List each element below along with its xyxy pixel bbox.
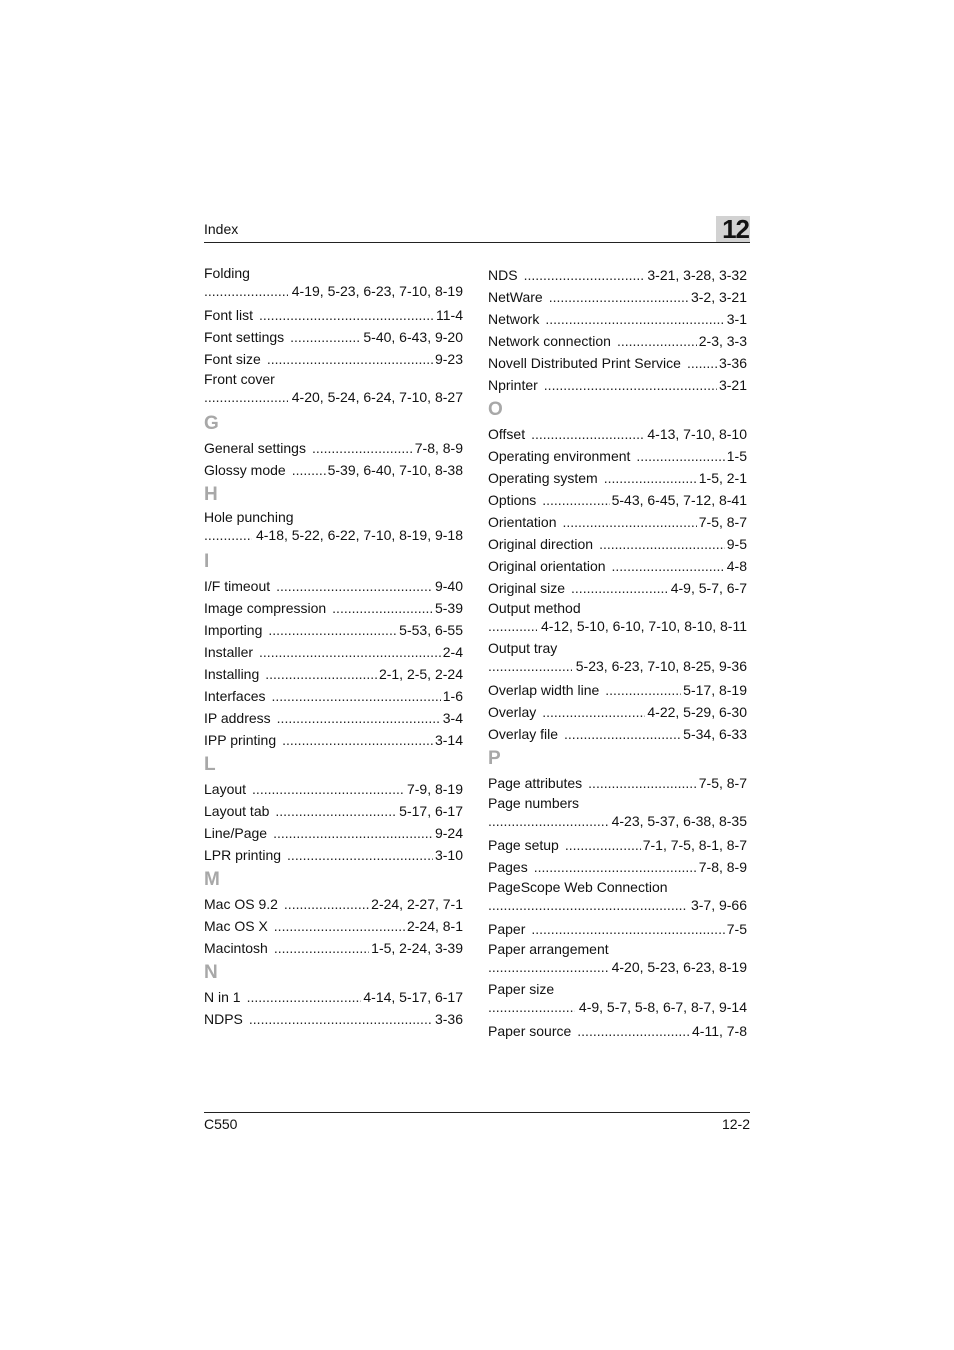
index-term: Installer: [204, 644, 254, 660]
index-term: Image compression: [204, 600, 327, 616]
page-refs: 3-10: [434, 847, 463, 863]
index-term: Overlap width line: [488, 682, 600, 698]
dot-leader: [247, 986, 362, 1008]
dot-leader: [605, 679, 681, 701]
page-refs: 7-1, 7-5, 8-1, 8-7: [642, 837, 747, 853]
dot-leader: [332, 597, 433, 619]
dot-leader: [542, 701, 645, 723]
dot-leader: [312, 437, 413, 459]
dot-leader: [271, 685, 440, 707]
page-refs: 4-13, 7-10, 8-10: [647, 426, 747, 442]
index-term: PageScope Web Connection: [488, 879, 668, 895]
index-entry: [204, 729, 463, 751]
index-entry: [204, 326, 463, 348]
page-refs: 7-5, 8-7: [698, 775, 747, 791]
index-entry: [488, 489, 747, 511]
page-refs: 9-5: [726, 536, 747, 552]
index-term: Paper arrangement: [488, 941, 609, 957]
index-entry: [204, 370, 463, 410]
dot-leader: [577, 1020, 690, 1042]
section-letter-o: O: [488, 399, 503, 420]
index-term: Overlay file: [488, 726, 559, 742]
header-title: Index: [204, 221, 239, 237]
page-refs: 1-5, 2-1: [698, 470, 747, 486]
dot-leader: [687, 352, 717, 374]
dot-leader: [544, 374, 717, 396]
index-term: Mac OS 9.2: [204, 896, 278, 912]
section-letter-g: G: [204, 413, 219, 434]
index-term: Offset: [488, 426, 526, 442]
index-entry: [204, 304, 463, 326]
page-refs: 5-34, 6-33: [683, 726, 747, 742]
dot-leader: [204, 388, 288, 410]
dot-leader: [259, 641, 441, 663]
index-term: Novell Distributed Print Service: [488, 355, 681, 371]
index-entry: [488, 330, 747, 352]
index-entry: [488, 856, 747, 878]
index-term: Original size: [488, 580, 566, 596]
index-term: Orientation: [488, 514, 557, 530]
index-term: Operating system: [488, 470, 598, 486]
index-term: I/F timeout: [204, 578, 271, 594]
page-refs: 5-39: [434, 600, 463, 616]
index-term: Installing: [204, 666, 260, 682]
index-term: Line/Page: [204, 825, 268, 841]
dot-leader: [534, 856, 697, 878]
page-refs: 5-17, 8-19: [683, 682, 747, 698]
chapter-tab: [716, 216, 750, 242]
index-term: Output tray: [488, 640, 558, 656]
index-term: Output method: [488, 600, 581, 616]
index-entry: [488, 577, 747, 599]
index-term: IPP printing: [204, 732, 277, 748]
index-term: Importing: [204, 622, 263, 638]
page-refs: 3-36: [434, 1011, 463, 1027]
page-refs: 4-14, 5-17, 6-17: [363, 989, 463, 1005]
dot-leader: [545, 308, 724, 330]
index-entry: [488, 423, 747, 445]
page-refs: 2-24, 2-27, 7-1: [371, 896, 463, 912]
dot-leader: [617, 330, 697, 352]
index-entry: [204, 844, 463, 866]
page-refs: 3-4: [442, 710, 463, 726]
page-refs: 2-24, 8-1: [406, 918, 463, 934]
index-entry: [204, 778, 463, 800]
index-entry: [488, 264, 747, 286]
page-refs: 7-8, 8-9: [698, 859, 747, 875]
page-refs: 1-6: [442, 688, 463, 704]
index-entry: [488, 834, 747, 856]
index-term: Macintosh: [204, 940, 268, 956]
dot-leader: [276, 575, 433, 597]
section-letter-i: I: [204, 551, 210, 572]
index-entry: [204, 264, 463, 304]
page-refs: 4-18, 5-22, 6-22, 7-10, 8-19, 9-18: [255, 527, 463, 543]
index-entry: [488, 374, 747, 396]
dot-leader: [531, 423, 645, 445]
dot-leader: [277, 707, 441, 729]
index-entry: [204, 459, 463, 481]
section-letter-m: M: [204, 869, 220, 890]
page-refs: 2-3, 3-3: [698, 333, 747, 349]
page-refs: 4-9, 5-7, 5-8, 6-7, 8-7, 9-14: [578, 999, 747, 1015]
section-letter-l: L: [204, 754, 216, 775]
index-term: NetWare: [488, 289, 543, 305]
index-term: Nprinter: [488, 377, 538, 393]
footer-page-number: 12-2: [721, 1116, 750, 1132]
dot-leader: [604, 467, 697, 489]
dot-leader: [562, 511, 696, 533]
dot-leader: [599, 533, 725, 555]
index-entry: [488, 555, 747, 577]
index-term: LPR printing: [204, 847, 282, 863]
dot-leader: [488, 958, 608, 980]
index-entry: [488, 772, 747, 794]
index-entry: [204, 822, 463, 844]
index-entry: [488, 1020, 747, 1042]
index-entry: [488, 599, 747, 639]
page-refs: 5-23, 6-23, 7-10, 8-25, 9-36: [575, 658, 747, 674]
index-term: Folding: [204, 265, 250, 281]
index-term: NDPS: [204, 1011, 243, 1027]
index-term: Overlay: [488, 704, 537, 720]
page-refs: 5-40, 6-43, 9-20: [363, 329, 463, 345]
dot-leader: [274, 937, 369, 959]
index-term: Page numbers: [488, 795, 580, 811]
index-term: Font size: [204, 351, 261, 367]
page-refs: 4-20, 5-23, 6-23, 8-19: [611, 959, 747, 975]
dot-leader: [287, 844, 433, 866]
index-entry: [204, 663, 463, 685]
index-entry: [488, 980, 747, 1020]
index-entry: [488, 701, 747, 723]
page-refs: 3-14: [434, 732, 463, 748]
chapter-number: 12: [722, 214, 749, 244]
index-entry: [488, 445, 747, 467]
section-letter-h: H: [204, 484, 218, 505]
index-entry: [204, 800, 463, 822]
index-entry: [204, 1008, 463, 1030]
page-refs: 3-36: [718, 355, 747, 371]
dot-leader: [542, 489, 609, 511]
dot-leader: [273, 822, 433, 844]
dot-leader: [282, 729, 433, 751]
index-term: Layout: [204, 781, 247, 797]
page-refs: 4-9, 5-7, 6-7: [670, 580, 747, 596]
index-entry: [204, 348, 463, 370]
index-term: Font list: [204, 307, 254, 323]
index-term: Original orientation: [488, 558, 606, 574]
index-term: Glossy mode: [204, 462, 286, 478]
index-term: Mac OS X: [204, 918, 268, 934]
dot-leader: [275, 800, 397, 822]
index-entry: [488, 286, 747, 308]
index-term: Original direction: [488, 536, 594, 552]
index-term: Page attributes: [488, 775, 583, 791]
index-entry: [204, 893, 463, 915]
index-entry: [488, 878, 747, 918]
index-entry: [204, 508, 463, 548]
index-term: Network connection: [488, 333, 611, 349]
page-refs: 3-7, 9-66: [690, 897, 747, 913]
page-refs: 3-2, 3-21: [690, 289, 747, 305]
section-letter-n: N: [204, 962, 218, 983]
dot-leader: [524, 264, 646, 286]
index-entry: [488, 511, 747, 533]
index-entry: [488, 794, 747, 834]
index-entry: [488, 723, 747, 745]
dot-leader: [636, 445, 724, 467]
page-refs: 1-5, 2-24, 3-39: [371, 940, 463, 956]
page-refs: 3-21: [718, 377, 747, 393]
index-term: Paper size: [488, 981, 555, 997]
dot-leader: [565, 834, 641, 856]
index-term: N in 1: [204, 989, 241, 1005]
index-term: Options: [488, 492, 537, 508]
page-refs: 1-5: [726, 448, 747, 464]
page-refs: 3-1: [726, 311, 747, 327]
index-term: Network: [488, 311, 540, 327]
dot-leader: [549, 286, 689, 308]
dot-leader: [274, 915, 405, 937]
page-refs: 7-5, 8-7: [698, 514, 747, 530]
page-refs: 4-19, 5-23, 6-23, 7-10, 8-19: [291, 283, 463, 299]
dot-leader: [564, 723, 681, 745]
index-entry: [488, 918, 747, 940]
dot-leader: [571, 577, 669, 599]
index-term: Layout tab: [204, 803, 270, 819]
page-refs: 9-40: [434, 578, 463, 594]
page-refs: 4-23, 5-37, 6-38, 8-35: [611, 813, 747, 829]
index-term: Operating environment: [488, 448, 631, 464]
index-entry: [204, 437, 463, 459]
page-refs: 4-11, 7-8: [692, 1023, 747, 1039]
index-entry: [488, 308, 747, 330]
footer-model: C550: [204, 1116, 238, 1132]
dot-leader: [252, 778, 405, 800]
index-entry: [204, 597, 463, 619]
page-refs: 7-8, 8-9: [414, 440, 463, 456]
dot-leader: [488, 896, 687, 918]
dot-leader: [531, 918, 724, 940]
page-refs: 5-53, 6-55: [399, 622, 463, 638]
dot-leader: [588, 772, 697, 794]
dot-leader: [265, 663, 377, 685]
index-entry: [204, 937, 463, 959]
index-term: Front cover: [204, 371, 275, 387]
dot-leader: [204, 526, 252, 548]
page-refs: 4-20, 5-24, 6-24, 7-10, 8-27: [291, 389, 463, 405]
index-term: Paper source: [488, 1023, 572, 1039]
index-term: NDS: [488, 267, 518, 283]
page-refs: 5-39, 6-40, 7-10, 8-38: [327, 462, 463, 478]
index-entry: [204, 619, 463, 641]
dot-leader: [284, 893, 369, 915]
index-entry: [204, 685, 463, 707]
dot-leader: [290, 326, 361, 348]
page-refs: 3-21, 3-28, 3-32: [647, 267, 747, 283]
dot-leader: [612, 555, 725, 577]
page-header: [204, 214, 750, 244]
page-refs: 11-4: [436, 307, 463, 323]
page-refs: 2-4: [442, 644, 463, 660]
index-term: Pages: [488, 859, 528, 875]
index-entry: [204, 915, 463, 937]
index-term: Paper: [488, 921, 526, 937]
page-refs: 5-17, 6-17: [399, 803, 463, 819]
page-refs: 9-23: [434, 351, 463, 367]
index-entry: [488, 533, 747, 555]
index-term: IP address: [204, 710, 271, 726]
index-entry: [204, 986, 463, 1008]
page-refs: 4-22, 5-29, 6-30: [647, 704, 747, 720]
index-term: Hole punching: [204, 509, 294, 525]
index-entry: [204, 707, 463, 729]
section-letter-p: P: [488, 748, 501, 769]
dot-leader: [488, 812, 608, 834]
page-refs: 4-8: [726, 558, 747, 574]
index-entry: [488, 467, 747, 489]
page-refs: 4-12, 5-10, 6-10, 7-10, 8-10, 8-11: [541, 618, 747, 634]
index-term: General settings: [204, 440, 306, 456]
index-term: Interfaces: [204, 688, 266, 704]
dot-leader: [259, 304, 434, 326]
index-column-left: [204, 264, 463, 1030]
index-entry: [488, 352, 747, 374]
index-term: Page setup: [488, 837, 559, 853]
page-refs: 7-5: [726, 921, 747, 937]
dot-leader: [268, 619, 397, 641]
index-entry: [488, 940, 747, 980]
dot-leader: [292, 459, 326, 481]
dot-leader: [488, 998, 575, 1020]
index-column-right: [488, 264, 747, 1042]
dot-leader: [488, 657, 572, 679]
dot-leader: [249, 1008, 433, 1030]
page-refs: 2-1, 2-5, 2-24: [378, 666, 463, 682]
index-entry: [488, 639, 747, 679]
dot-leader: [488, 617, 537, 639]
dot-leader: [267, 348, 433, 370]
index-entry: [204, 641, 463, 663]
dot-leader: [204, 282, 288, 304]
page-refs: 5-43, 6-45, 7-12, 8-41: [611, 492, 747, 508]
index-term: Font settings: [204, 329, 285, 345]
page-refs: 9-24: [434, 825, 463, 841]
index-entry: [488, 679, 747, 701]
page-refs: 7-9, 8-19: [406, 781, 463, 797]
page-footer: [204, 1112, 750, 1132]
index-entry: [204, 575, 463, 597]
